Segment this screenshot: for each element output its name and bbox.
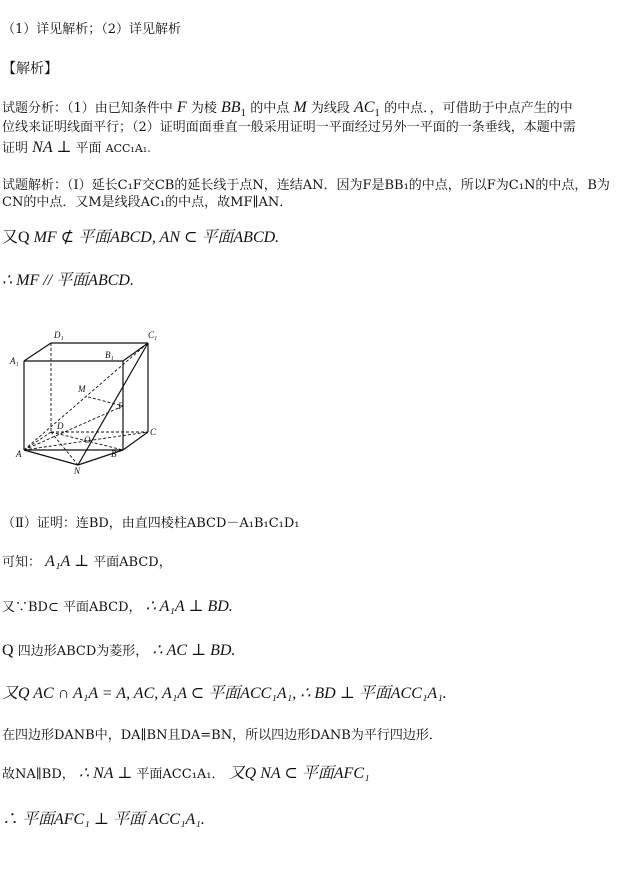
final-line: ∴ 平面AFC₁ ⊥ 平面 ACC₁A₁. — [2, 811, 205, 828]
intersection-line: 又Q AC ∩ A₁A = A, AC, A₁A ⊂ 平面ACC₁A₁, ∴ BD ⊥ 平面ACC₁A₁. — [2, 685, 447, 702]
label-b1: B₁ — [105, 350, 114, 360]
label-c1: C₁ — [148, 330, 158, 340]
label-a1: A₁ — [10, 356, 19, 366]
known-line: 可知： A₁A ⊥ 平面ABCD， — [2, 553, 172, 570]
danb-line: 在四边形DANB中，DA∥BN且DA=BN，所以四边形DANB为平行四边形． — [2, 728, 442, 743]
analysis-heading: 【解析】 — [2, 61, 58, 77]
label-f: F — [118, 401, 124, 411]
analysis-line-1: 试题分析：（1）由已知条件中 F 为棱 $BB_1$ 的中点 M 为线段 $AC_1$ 的中点．，可借助于中点产生的中 — [2, 99, 573, 120]
solution-part1-line-1: 试题解析：（Ⅰ）延长C₁F交CB的延长线于点N，连结AN．因为F是BB₁的中点，所以F为C₁N的中点，B为 — [2, 178, 610, 193]
label-o: O — [84, 435, 91, 445]
analysis-line-3: 证明 NA ⊥ 平面 ACC₁A₁. — [2, 139, 151, 156]
label-m: M — [78, 384, 86, 394]
label-n: N — [74, 466, 81, 474]
analysis-line-2: 位线来证明线面平行；（2）证明面面垂直一般采用证明一平面经过另外一平面的一条垂线，本题中需 — [2, 120, 576, 135]
label-a: A — [16, 449, 22, 459]
label-c: C — [150, 427, 157, 437]
label-d: D — [57, 421, 64, 431]
label-b: B — [111, 449, 117, 459]
solution-part1-line-2: CN的中点．又M是线段AC₁的中点，故MF∥AN． — [2, 195, 293, 210]
label-d1: D₁ — [54, 330, 64, 340]
formula-mf-parallel-plane: ∴ MF // 平面ABCD. — [2, 272, 134, 289]
answer-line: （1）详见解析；（2）详见解析 — [2, 22, 182, 37]
formula-mf-not-in-plane: 又Q MF ⊄ 平面ABCD, AN ⊂ 平面ABCD. — [2, 229, 280, 246]
na-line: 故NA∥BD， ∴ NA ⊥ 平面ACC₁A₁． 又Q NA ⊂ 平面AFC₁ — [2, 765, 370, 782]
part2-intro: （Ⅱ）证明：连BD，由直四棱柱ABCD－A₁B₁C₁D₁ — [2, 516, 300, 531]
bd-line: 又∵BD⊂ 平面ABCD， ∴ A₁A ⊥ BD. — [2, 598, 233, 615]
rhombus-line: Q 四边形ABCD为菱形， ∴ AC ⊥ BD. — [2, 642, 236, 659]
prism-figure — [8, 324, 163, 474]
